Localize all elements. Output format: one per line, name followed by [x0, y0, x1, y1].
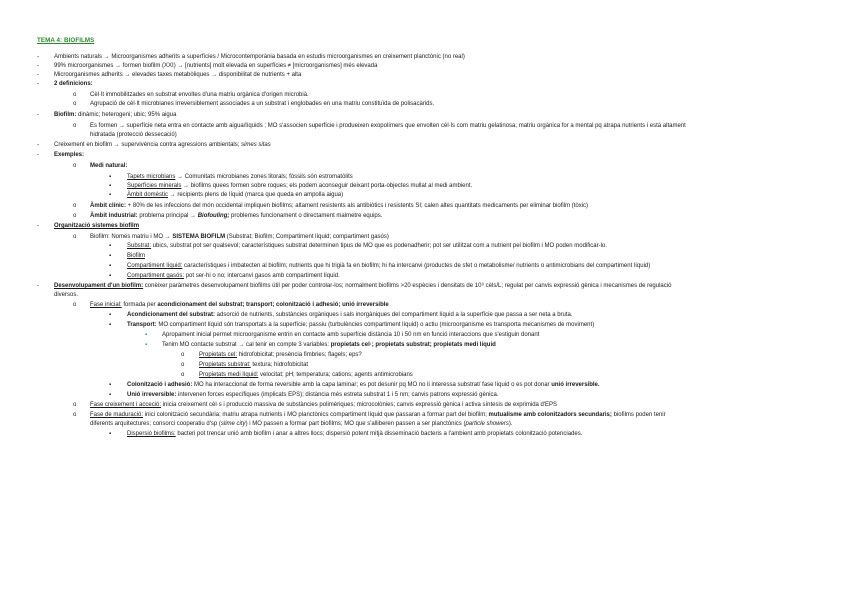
text-span: ) i MO passen a formar part biofilms; MO que s'alliberen passen a ser planctònics ( — [245, 421, 466, 427]
text-span: problema principal → — [137, 213, 198, 219]
square-bullet: ▪ — [109, 192, 112, 198]
text-line — [127, 273, 340, 281]
dash-bullet: - — [37, 72, 39, 78]
text-line — [127, 431, 582, 439]
text-line — [127, 243, 607, 251]
text-span: + 80% de les infeccions del món occidental impliquen biofilms; altament resistents als antibiòtics i resistents SI; calen altes quantitats medicaments per eliminar biofilm (tòxic) — [126, 203, 589, 209]
text-span: Compartiment líquid: — [127, 263, 183, 269]
square-bullet: ▪ — [109, 382, 112, 388]
text-span: inici colonització secundària; matriu atrapa nutrients i MO planctònics compartiment líquid que passaran a formar part del biofilm; — [143, 412, 489, 418]
text-span: Propietats medi líquid: — [199, 372, 259, 378]
text-line — [54, 283, 671, 291]
dash-bullet: - — [37, 283, 39, 289]
dash-bullet: - — [37, 81, 39, 87]
text-span: ). — [508, 421, 513, 427]
text-line: Organització sistemes biofilm — [54, 223, 140, 229]
text-line — [90, 213, 382, 221]
text-span: característiques i imbatecten al biofilm; nutrients que hi trigià fa en biofilm; hi ha intercanvi (productes de sfet o metabolisme/ nutrients o antimicrobians del compartiment líquid) — [182, 263, 651, 269]
text-span: Tapets microbians — [127, 174, 176, 180]
text-line: 2 definicions: — [54, 81, 93, 87]
text-line — [127, 183, 472, 191]
square-bullet: ▪ — [109, 253, 112, 259]
text-line — [162, 342, 496, 350]
circle-bullet: o — [181, 352, 185, 358]
circle-bullet: o — [73, 163, 77, 169]
text-span: conèixer paràmetres desenvolupament biofilms útil per poder controlar-los; normalment biofilms >20 espècies i densitats de 10⁹ cèls/L; regulat per canvis expressió gènica i mecanismes de regulació — [143, 283, 672, 289]
text-line — [127, 174, 353, 182]
text-span: Substrat: — [127, 243, 152, 249]
text-line: Biofilm — [127, 253, 146, 259]
text-span: Acondicionament del substrat: — [127, 312, 216, 318]
text-span: bacteri pot trencar unió amb biofilm i anar a altres llocs; dispersió potent mitjà disseminació bacteris a l'ambient amb propietats colonització potenciades. — [175, 431, 583, 437]
square-bullet: ▪ — [109, 392, 112, 398]
circle-bullet: o — [73, 213, 77, 219]
dash-bullet: - — [37, 142, 39, 148]
text-line: Medi natural: — [90, 163, 128, 169]
text-span: Superfícies minerals — [127, 183, 182, 189]
text-span: velocitat; pH; temperatura; cations; agents antimicrobians — [258, 372, 413, 378]
text-line — [54, 112, 176, 120]
text-span: intervenen forces específiques (implicats EPS); distància més estreta substrat 1 i 5 nm; canvis patrons expressió gènica. — [176, 392, 499, 398]
circle-bullet: o — [73, 92, 77, 98]
text-span: acondicionament del substrat; transport; colonització i adhesió; unió irreversible — [157, 302, 389, 308]
text-line: hidratada (protecció dessecació) — [90, 132, 177, 138]
text-span: biofilms poden tenir — [611, 412, 666, 418]
text-span: propietats cel·; propietats substrat; propietats medi líquid — [330, 342, 496, 348]
square-bullet: ▪ — [109, 263, 112, 269]
text-span: Transport: — [127, 322, 157, 328]
text-line — [127, 322, 594, 330]
text-span: Fase de maduració: — [90, 412, 144, 418]
text-span: ubics, substrat pot ser qualsevol; característiques substrat determinen tipus de MO que es podenadherir; pot ser utilitzat com a nutrient pel biofilm i MO poden modificar-lo. — [151, 243, 607, 249]
text-span: SISTEMA BIOFILM — [172, 234, 226, 240]
text-line: Ambients naturals → Microorganismes adherits a superfícies / Microcontemporània basada en estudis microorganismes en creixement planctònic (no real) — [54, 54, 465, 60]
text-line — [199, 362, 308, 370]
label-biofilm: Biofilm: — [54, 112, 77, 118]
green-bullet: ▪ — [145, 342, 148, 348]
text-line — [90, 421, 513, 429]
circle-bullet: o — [73, 412, 77, 418]
circle-bullet: o — [73, 123, 77, 129]
text-span: Fase inicial: — [90, 302, 122, 308]
text-line: Apropament inicial permet microorganisme entrin en contacte amb superfície distància 10 i 50 nm en funció interaccions que s'estiguin donant — [162, 332, 540, 338]
text-span: Desenvolupament d'un biofilm: — [54, 283, 144, 289]
text-span: inicia creixement cèl·s i producció massiva de substàncies polimèriques; microcolònies; canvis expressió gènica i activa síntesis de exprimida d'EPS — [161, 402, 558, 408]
text-span: Fase creixement i acceció: — [90, 402, 162, 408]
text-line: 99% microorganismes → formen biofilm (XXI) → [nutrients] molt elevada en superfícies ≠ [microorganismes] més elevada — [54, 63, 378, 69]
text-line — [127, 392, 499, 400]
text-span: pot ser-hi o no; intercanvi gasos amb compartiment líquid. — [184, 273, 340, 279]
text-span: Propietats substrat: — [199, 362, 251, 368]
dash-bullet: - — [37, 54, 39, 60]
square-bullet: ▪ — [109, 273, 112, 279]
dash-bullet: - — [37, 112, 39, 118]
text-span: textura; hidrofobicitat — [250, 362, 309, 368]
text-span: Àmbit clínic: — [90, 203, 127, 209]
text-span: Propietats cel: — [199, 352, 238, 358]
dash-bullet: - — [37, 223, 39, 229]
text-line — [127, 263, 650, 271]
text-line — [127, 382, 600, 390]
text-span: hidrofobicitat; presència fimbries; flagels; eps? — [237, 352, 362, 358]
text-span: Àmbit industrial: — [90, 213, 138, 219]
text-line — [127, 312, 573, 320]
text-line — [90, 234, 389, 242]
text-span: (Substrat; Biofilm; Compartiment líquid; compartiment gasós) — [225, 234, 389, 240]
text-span: mutualisme amb colonitzadors secundaris; — [488, 412, 612, 418]
text-span: → Comunitats microbianes zones litorals; fòssils són estromatòlits — [175, 174, 353, 180]
circle-bullet: o — [73, 302, 77, 308]
text-line: diversos. — [54, 292, 79, 298]
dash-bullet: - — [37, 152, 39, 158]
text-span: Biofilm: Només matriu i MO → — [90, 234, 173, 240]
text-span: Dispersió biofilms: — [127, 431, 176, 437]
text-line — [127, 192, 343, 200]
square-bullet: ▪ — [109, 431, 112, 437]
text-span: Tenim MO contacte substrat → cal tenir en compte 3 variables: — [162, 342, 331, 348]
text-line — [199, 372, 413, 380]
circle-bullet: o — [73, 402, 77, 408]
text-line — [54, 142, 271, 150]
square-bullet: ▪ — [109, 312, 112, 318]
text-span: dinàmic; heterogeni; ubic; 95% aigua — [76, 112, 177, 118]
text-span: Creixement en biofilm → supervivència contra agressions ambientals; — [54, 142, 242, 148]
square-bullet: ▪ — [109, 322, 112, 328]
text-span: Àmbit domèstic — [127, 192, 169, 198]
text-span: → biofilms quees formen sobre roques; els podem aconseguir deixant porta-objectes mullat al medi ambient. — [181, 183, 473, 189]
text-span: Compartiment gasós: — [127, 273, 185, 279]
text-line — [90, 412, 666, 420]
green-bullet: ▪ — [145, 332, 148, 338]
text-line: Cèl·lt immobilitzades en substrat envoltes d'una matriu orgànica d'origen microbià. — [90, 92, 309, 98]
text-line: Exemples: — [54, 152, 85, 158]
text-line: Microorganismes adherits → elevades taxes metabòliques → disponibilitat de nutrients + alta — [54, 72, 302, 78]
document-title: TEMA 4: BIOFILMS — [37, 37, 95, 44]
text-line: Agrupació de cèl·lt microbianes irreversiblement associades a un substrat i englobades en una matriu constituïda de polisacàrids. — [90, 101, 435, 107]
circle-bullet: o — [73, 101, 77, 107]
square-bullet: ▪ — [109, 174, 112, 180]
square-bullet: ▪ — [109, 183, 112, 189]
text-span: diferents arquitectures; consorci cooperatiu d'sp ( — [90, 421, 221, 427]
text-span: Biofouling; — [197, 213, 230, 219]
text-span: adsorció de nutrients, substàncies orgàniques i sals inorgàniques del compartiment líquid a la superfície que passa a ser neta a bruta. — [215, 312, 573, 318]
text-span: problemes funcionament o directament malmetre equips. — [229, 213, 383, 219]
text-line — [90, 402, 557, 410]
text-span: MO compartiment líquid són transportats a la superfície; passiu (turbulències compartiment líquid) o actiu (microorganisme es transporta mecanismes de moviment) — [156, 322, 595, 328]
circle-bullet: o — [73, 203, 77, 209]
text-span: simes sitas — [241, 142, 271, 148]
circle-bullet: o — [73, 234, 77, 240]
circle-bullet: o — [181, 372, 185, 378]
circle-bullet: o — [181, 362, 185, 368]
text-span: Colonització i adhesió: — [127, 382, 193, 388]
text-span: Unió irreversible: — [127, 392, 177, 398]
text-span: slime city — [220, 421, 246, 427]
text-span: unió irreversible. — [551, 382, 600, 388]
text-span: particle showers — [465, 421, 509, 427]
text-span: MO ha interaccionat de forma reversible amb la capa laminar; es pot desunir pq MO no li interessa substrat/ fase líquid o es pot donar — [192, 382, 552, 388]
text-line — [90, 302, 389, 310]
text-span: → recipients plens de líquid (marca que queda en ampolla aigua) — [168, 192, 344, 198]
text-line — [90, 203, 588, 211]
text-span: formada per — [121, 302, 158, 308]
dash-bullet: - — [37, 63, 39, 69]
square-bullet: ▪ — [109, 243, 112, 249]
text-line: Es formen → superfície neta entra en contacte amb aigua/líquids ; MO s'associen superfície i produeixen exopolímers que envolten cèl·ls com matriu gelatinosa; matriu orgànica for a mental pq atrapa nutrients i està altament — [90, 123, 686, 129]
text-line — [199, 352, 362, 360]
